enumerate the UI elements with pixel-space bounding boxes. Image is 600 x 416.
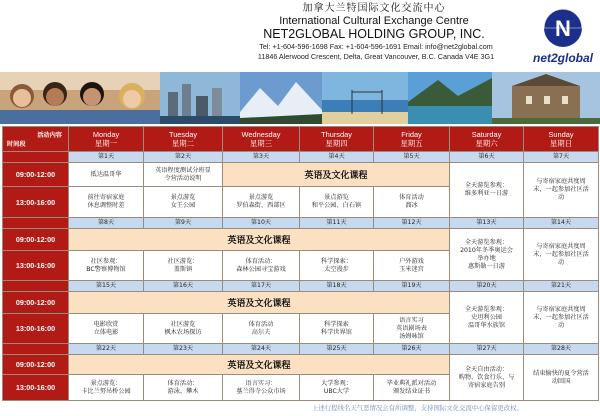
day-header-sunday (524, 127, 599, 152)
activity-cell: 抵达温哥华 (69, 163, 144, 187)
day-header-monday (69, 127, 144, 152)
city-photo (160, 72, 240, 124)
day-en: Friday (401, 130, 422, 139)
week-2-am-row (3, 229, 599, 251)
sunday-activity: 结束愉快的夏令营活 动回国 (524, 355, 599, 401)
day-header-tuesday (144, 127, 223, 152)
week-1-day-row (3, 152, 599, 163)
schedule-table (2, 126, 599, 401)
time-slot-am: 09:00-12:00 (3, 163, 69, 187)
day-number: 第23天 (144, 344, 223, 355)
week-row-pad (3, 152, 69, 163)
activity-cell: 体育活动： 游泳、攀木 (144, 375, 223, 401)
day-cn: 星期三 (249, 139, 273, 148)
logo-wordmark: net2global (532, 51, 594, 65)
week-4-am-row (3, 355, 599, 375)
day-number: 第2天 (144, 152, 223, 163)
contact-phone-email: Tel: +1-604-596-1698 Fax: +1-604-596-1691 Email: info@net2global.com (259, 42, 493, 51)
activity-cell: 毕业典礼派对活动 颁发结业证书 (374, 375, 450, 401)
day-number: 第5天 (374, 152, 450, 163)
week-3-am-row (3, 292, 599, 314)
day-number: 第27天 (450, 344, 524, 355)
activity-cell: 景点游览 罗伯森街、西部区 (223, 187, 300, 218)
net2global-logo (530, 6, 596, 66)
day-cn: 星期五 (400, 139, 423, 148)
activity-cell: 社区参观： BC警察博物馆 (69, 251, 144, 281)
class-block: 英语及文化课程 (69, 355, 450, 375)
day-number: 第4天 (300, 152, 374, 163)
beach-photo (322, 72, 408, 124)
header (0, 0, 600, 70)
activity-cell: 英语程度测试分班显 令营活动说明 (144, 163, 223, 187)
day-number: 第9天 (144, 218, 223, 229)
time-slot-pm: 13:00-16:00 (3, 314, 69, 344)
day-en: Saturday (471, 130, 502, 139)
day-number: 第7天 (524, 152, 599, 163)
day-en: Monday (92, 130, 120, 139)
time-slot-am: 09:00-12:00 (3, 292, 69, 314)
sunday-activity: 与寄宿家庭共度周 末，一起参加社区活 动 (524, 292, 599, 344)
day-number: 第6天 (450, 152, 524, 163)
day-en: Sunday (548, 130, 574, 139)
time-slot-pm: 13:00-16:00 (3, 251, 69, 281)
photo-strip (0, 72, 600, 124)
saturday-activity: 全天自由活动： 购物、饮食行乐、与 寄宿家庭告别 (450, 355, 524, 401)
activity-cell: 社区游览： 盖斯镇 (144, 251, 223, 281)
day-cn: 星期六 (475, 139, 498, 148)
contact-address: 11846 Alerwood Crescent, Delta, Great Vancouver, B.C. Canada V4E 3G1 (257, 52, 495, 61)
activity-cell: 语言实习 英语剧场表 汤姆咏馆 (374, 314, 450, 344)
saturday-activity: 全天游览参观： 维多利亚一日游 (450, 163, 524, 218)
timetable (2, 126, 598, 416)
day-number: 第16天 (144, 281, 223, 292)
day-number: 第8天 (69, 218, 144, 229)
week-row-pad (3, 344, 69, 355)
company-name: NET2GLOBAL HOLDING GROUP, INC. (263, 27, 485, 41)
day-number: 第17天 (223, 281, 300, 292)
day-number: 第25天 (300, 344, 374, 355)
day-cn: 星期四 (325, 139, 348, 148)
activity-cell: 大学参观： UBC大学 (300, 375, 374, 401)
day-number: 第12天 (374, 218, 450, 229)
class-block: 英语及文化课程 (223, 163, 450, 187)
activity-cell: 景点游览： 卡比兰努吊桥公园 (69, 375, 144, 401)
day-number: 第1天 (69, 152, 144, 163)
week-1-am-row (3, 163, 599, 187)
class-block: 英语及文化课程 (69, 292, 450, 314)
contact-info (224, 42, 528, 62)
mountain-photo (240, 72, 322, 124)
day-number: 第14天 (524, 218, 599, 229)
day-header-friday (374, 127, 450, 152)
day-en: Thursday (321, 130, 352, 139)
week-4-day-row (3, 344, 599, 355)
day-number: 第18天 (300, 281, 374, 292)
time-slot-am: 09:00-12:00 (3, 229, 69, 251)
activity-cell: 科学探索： 太空漫步 (300, 251, 374, 281)
week-3-day-row (3, 281, 599, 292)
day-number: 第22天 (69, 344, 144, 355)
day-header-thursday (300, 127, 374, 152)
activity-cell: 科学探索 科学世界馆 (300, 314, 374, 344)
sunday-activity: 与寄宿家庭共度周 末，一起参加社区活 动 (524, 229, 599, 281)
activity-cell: 语言实习： 墓兰得寺公众市场 (223, 375, 300, 401)
org-name-chinese: 加拿大兰特国际文化交流中心 (302, 3, 446, 14)
day-number: 第13天 (450, 218, 524, 229)
day-number: 第10天 (223, 218, 300, 229)
corner-bottom-label: 时间段 (7, 141, 26, 148)
org-name-english: International Cultural Exchange Centre (279, 15, 469, 27)
corner-cell (3, 127, 69, 152)
activity-cell: 社区游览 枫木农场探访 (144, 314, 223, 344)
week-2-day-row (3, 218, 599, 229)
sunday-activity: 与寄宿家庭共度周 末，一起参加社区活 动 (524, 163, 599, 218)
activity-cell: 景点游览 和平公园、白石镇 (300, 187, 374, 218)
saturday-activity: 全天游览参观： 史坦利公园 温哥华水族馆 (450, 292, 524, 344)
activity-cell: 体育活动： 森林公园寻宝游戏 (223, 251, 300, 281)
activity-cell: 电影欣赏 立体电影 (69, 314, 144, 344)
day-number: 第11天 (300, 218, 374, 229)
day-number: 第21天 (524, 281, 599, 292)
time-slot-pm: 13:00-16:00 (3, 375, 69, 401)
day-number: 第24天 (223, 344, 300, 355)
lake-photo (408, 72, 492, 124)
footer-note: 上述行程线名天气恶情况会有所调整，支持国际文化交流中心保留更改权。 (312, 404, 523, 412)
day-header-wednesday (223, 127, 300, 152)
day-number: 第15天 (69, 281, 144, 292)
day-cn: 星期一 (94, 139, 118, 148)
week-row-pad (3, 218, 69, 229)
activity-cell: 景点游览 女王公园 (144, 187, 223, 218)
day-number: 第26天 (374, 344, 450, 355)
day-header-row (3, 127, 599, 152)
time-slot-am: 09:00-12:00 (3, 355, 69, 375)
day-number: 第3天 (223, 152, 300, 163)
corner-top-label: 活动内容 (37, 132, 62, 139)
saturday-activity: 全天游览参观： 2010年冬季奥运会 举办地 惠斯勒一日游 (450, 229, 524, 281)
day-number: 第19天 (374, 281, 450, 292)
activity-cell: 体育活动 溜冰 (374, 187, 450, 218)
day-header-saturday (450, 127, 524, 152)
building-photo (492, 72, 600, 124)
day-cn: 星期日 (549, 139, 573, 148)
logo-letter: N (555, 16, 571, 41)
time-slot-pm: 13:00-16:00 (3, 187, 69, 218)
activity-cell: 前往寄宿家庭 休息调整时差 (69, 187, 144, 218)
day-en: Wednesday (241, 130, 281, 139)
day-en: Tuesday (168, 130, 198, 139)
week-row-pad (3, 281, 69, 292)
students-photo (0, 72, 160, 124)
activity-cell: 户外游戏 玉米迷宫 (374, 251, 450, 281)
activity-cell: 体育活动 高尔夫 (223, 314, 300, 344)
class-block: 英语及文化课程 (69, 229, 450, 251)
day-number: 第28天 (524, 344, 599, 355)
day-cn: 星期二 (171, 139, 195, 148)
day-number: 第20天 (450, 281, 524, 292)
org-name-block (228, 3, 520, 41)
